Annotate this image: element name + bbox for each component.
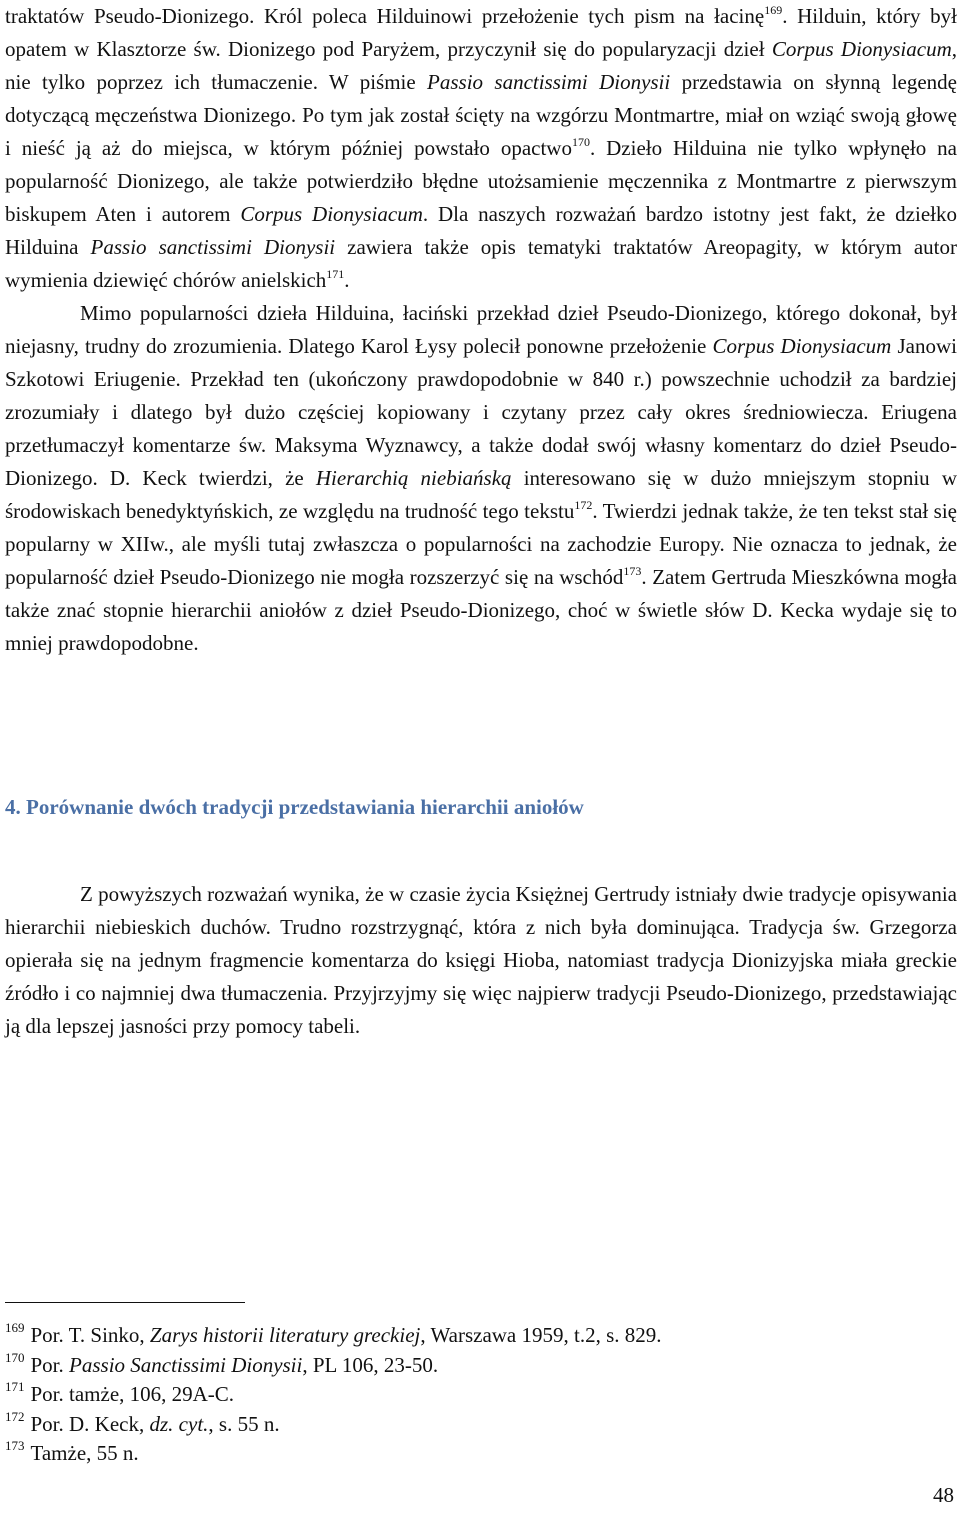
text-run: . Dzieło Hilduina nie tylko wpłynęło na popularność Dionizego, ale także potwierdziło błędne utożsamienie męczennika z Montmartre z pierwszym biskupem Aten i autorem (5, 136, 957, 226)
footnote-ref-170[interactable]: 170 (571, 135, 590, 149)
text-run: zawiera także opis tematyki traktatów Areopagity, w którym autor wymienia dziewięć chórów anielskich (5, 235, 957, 292)
footnote-number: 171 (5, 1379, 25, 1394)
italic-title: Corpus Dionysiacum (771, 37, 952, 61)
italic-title: Corpus Dionysiacum (712, 334, 892, 358)
footnote-number: 170 (5, 1349, 25, 1365)
text-run: interesowano się w dużo mniejszym stopniu w środowiskach benedyktyńskich, ze względu na trudność tego tekstu (5, 466, 957, 523)
footnote-text: Por. tamże, 106, 29A-C. (30, 1382, 235, 1406)
footnote-ref-173[interactable]: 173 (623, 564, 642, 578)
section-heading: 4. Porównanie dwóch tradycji przedstawiania hierarchii aniołów (5, 795, 584, 819)
footnote-text: , PL 106, 23-50. (302, 1352, 439, 1377)
body-text-top (5, 0, 957, 660)
footnote-text: Tamże, 55 n. (30, 1441, 139, 1465)
footnotes (5, 1321, 905, 1469)
footnote-italic: Zarys historii literatury greckiej (149, 1323, 421, 1347)
body-text-bottom (5, 857, 957, 1064)
footnote-text: , Warszawa 1959, t.2, s. 829. (420, 1323, 662, 1347)
italic-title: Passio sanctissimi Dionysii (427, 70, 671, 94)
footnote-text: , s. 55 n. (208, 1411, 280, 1436)
footnote-169 (5, 1321, 905, 1351)
footnote-text: Por. T. Sinko, (30, 1323, 150, 1347)
text-run: , nie tylko poprzez ich tłumaczenie. W piśmie (5, 37, 957, 94)
footnote-number: 172 (5, 1408, 25, 1424)
page-number: 48 (933, 1483, 954, 1507)
text-run: Mimo popularności dzieła Hilduina, łaciński przekład dzieł Pseudo-Dionizego, którego dokonał, był niejasny, trudny do zrozumienia. Dlatego Karol Łysy polecił ponowne przełożenie (5, 301, 957, 358)
italic-title: Passio sanctissimi Dionysii (90, 235, 336, 259)
text-run: . Dla naszych rozważań bardzo istotny jest fakt, że dziełko Hilduina (5, 202, 957, 259)
paragraph-2 (5, 297, 957, 660)
text-run: . Hilduin, który był opatem w Klasztorze św. Dionizego pod Paryżem, przyczynił się do popularyzacji dzieł (5, 4, 957, 61)
text-run: . Twierdzi jednak także, że ten tekst stał się popularny w XIIw., ale myśli tutaj zwłaszcza o popularności na zachodzie Europy. Nie oznacza to jednak, że popularność dzieł Pseudo-Dionizego nie mogła rozszerzyć się na wschód (5, 499, 957, 589)
italic-title: Hierarchią niebiańską (315, 466, 512, 490)
text-run: przedstawia on słynną legendę dotyczącą męczeństwa Dionizego. Po tym jak został ścięty na wzgórzu Montmartre, miał on wziąć swoją głowę i nieść ją aż do miejsca, w którym później powstało opactwo (5, 70, 957, 160)
text-run: . (344, 268, 350, 292)
footnote-ref-171[interactable]: 171 (326, 267, 345, 281)
text-run: . Zatem Gertruda Mieszkówna mogła także znać stopnie hierarchii aniołów z dzieł Pseudo-Dionizego, choć w świetle słów D. Kecka wydaje się to mniej prawdopodobne. (5, 565, 957, 655)
footnote-text: Por. D. Keck, (30, 1411, 150, 1436)
footnote-text: Por. (30, 1352, 70, 1377)
footnote-number: 173 (5, 1438, 25, 1453)
italic-title: Corpus Dionysiacum (240, 202, 423, 226)
text-run: traktatów Pseudo-Dionizego. Król poleca Hilduinowi przełożenie tych pism na łacinę (5, 4, 765, 28)
footnote-divider (5, 1302, 245, 1303)
footnote-italic: dz. cyt. (149, 1411, 209, 1436)
footnote-173 (5, 1439, 905, 1469)
text-run: Janowi Szkotowi Eriugenie. Przekład ten (ukończony prawdopodobnie w 840 r.) powszechnie uchodził za bardziej zrozumiały i dlatego był dużo częściej kopiowany i czytany przez cały okres średniowiecza. Eriugena przetłumaczył komentarze św. Maksyma Wyznawcy, a także dodał swój własny komentarz do dzieł Pseudo-Dionizego. D. Keck twierdzi, że (5, 334, 957, 490)
paragraph-1 (5, 0, 957, 297)
footnote-ref-172[interactable]: 172 (574, 498, 593, 512)
footnote-171 (5, 1380, 905, 1410)
footnote-170 (5, 1351, 905, 1381)
footnote-172 (5, 1410, 905, 1440)
footnote-number: 169 (5, 1320, 25, 1335)
paragraph-3: Z powyższych rozważań wynika, że w czasie życia Księżnej Gertrudy istniały dwie tradycje opisywania hierarchii niebieskich duchów. Trudno rozstrzygnąć, która z nich była dominująca. Tradycja św. Grzegorza opierała się na jednym fragmencie komentarza do księgi Hioba, natomiast tradycja Dionizyjska miała greckie źródło i co najmniej dwa tłumaczenia. Przyjrzyjmy się więc najpierw tradycji Pseudo-Dionizego, przedstawiając ją dla lepszej jasności przy pomocy tabeli. (5, 882, 957, 1038)
footnote-ref-169[interactable]: 169 (764, 3, 783, 17)
footnote-italic: Passio Sanctissimi Dionysii (69, 1352, 303, 1377)
